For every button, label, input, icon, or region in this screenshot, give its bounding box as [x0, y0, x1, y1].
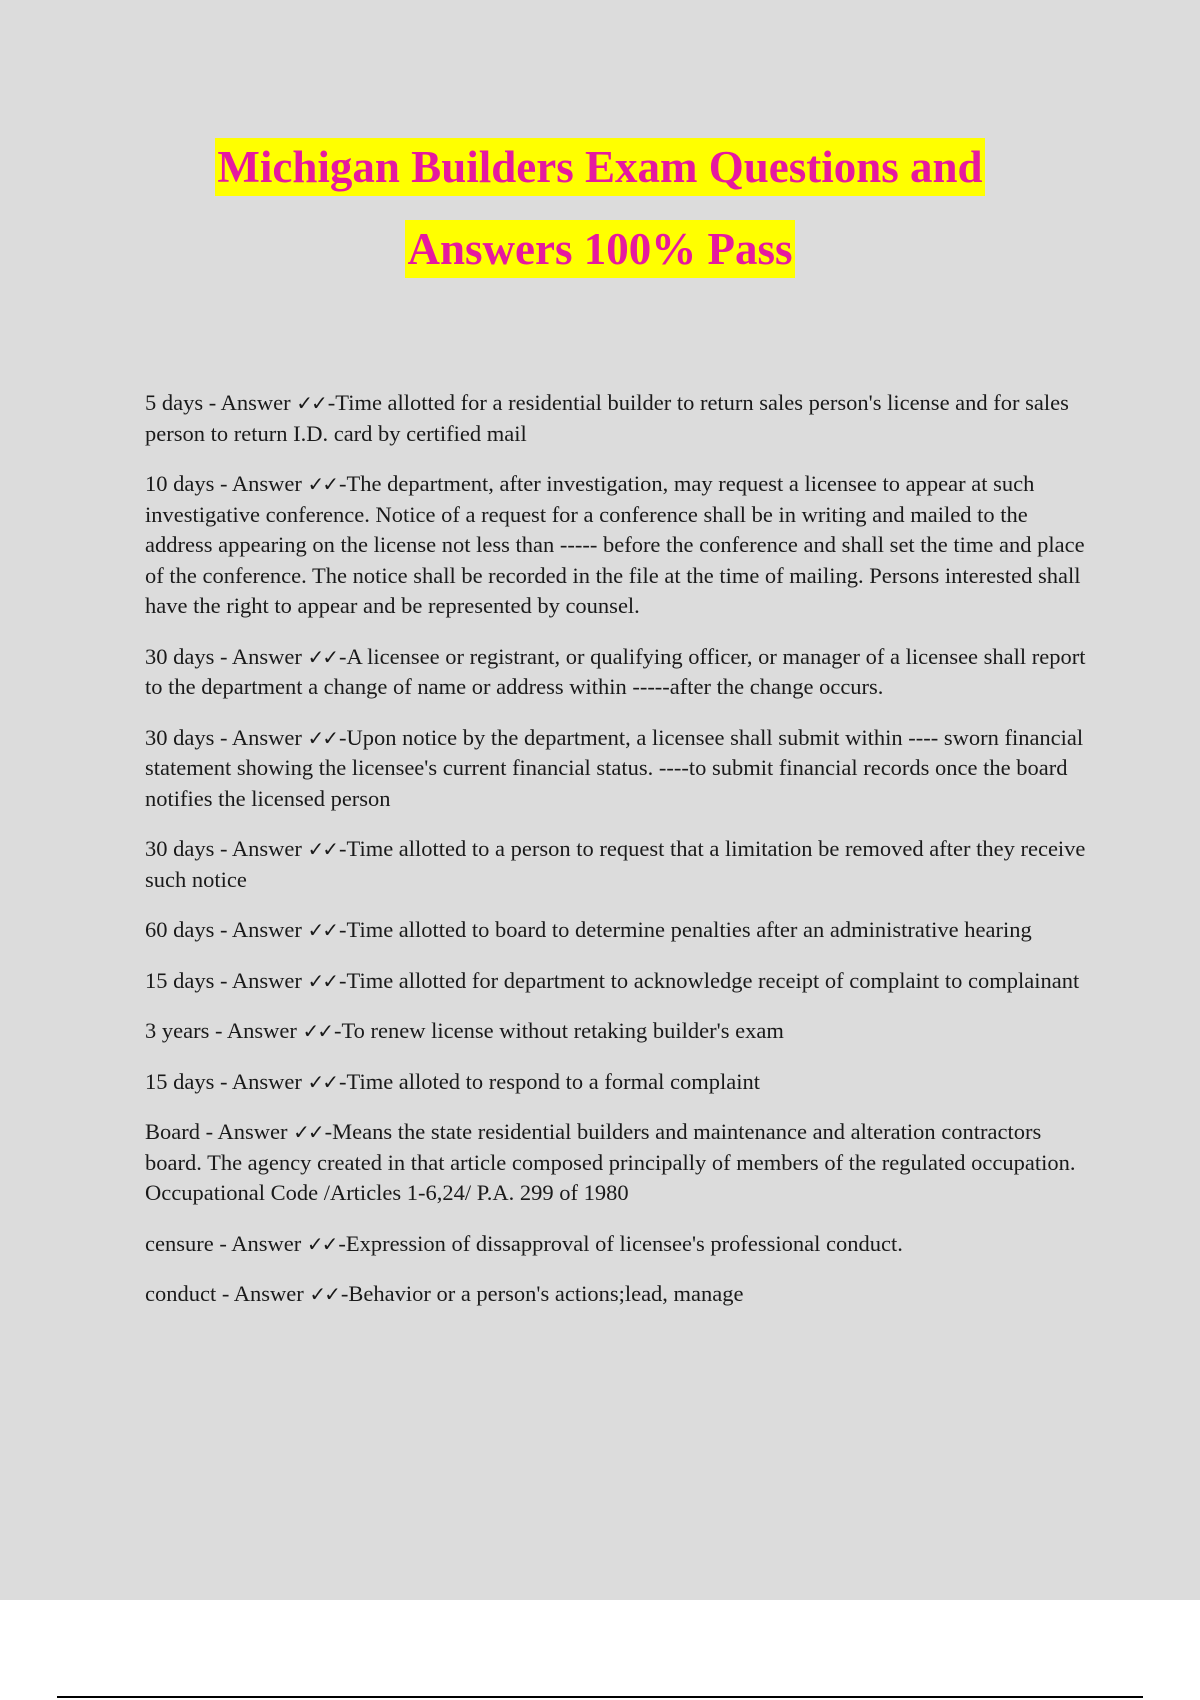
double-check-icon: ✓✓ [293, 1120, 323, 1144]
qa-term: 30 days - Answer [145, 836, 308, 861]
qa-term: 30 days - Answer [145, 643, 308, 669]
qa-term: 3 years - Answer [145, 1018, 303, 1043]
double-check-icon: ✓✓ [307, 968, 337, 993]
qa-definition: -Expression of dissapproval of licensee's professional conduct. [338, 1230, 903, 1256]
qa-term: conduct - Answer [145, 1281, 310, 1306]
title-line-2: Answers 100% Pass [405, 220, 794, 278]
qa-term: 60 days - Answer [145, 917, 308, 942]
qa-item [145, 723, 1090, 815]
qa-item [145, 642, 1090, 703]
double-check-icon: ✓✓ [309, 1282, 339, 1306]
qa-definition: -Time allotted to a person to request that a limitation be removed after they receive such notice [145, 836, 1086, 892]
qa-term: Board - Answer [145, 1119, 294, 1144]
qa-definition: -A licensee or registrant, or qualifying officer, or manager of a licensee shall report to the department a change of name or address within -----after the change occurs. [145, 643, 1086, 699]
double-check-icon: ✓✓ [296, 391, 326, 415]
qa-term: 10 days - Answer [145, 471, 308, 496]
qa-item [145, 1279, 1090, 1310]
qa-term: 30 days - Answer [145, 724, 308, 750]
qa-item [145, 834, 1090, 895]
double-check-icon: ✓✓ [307, 472, 337, 496]
qa-list [145, 388, 1090, 1330]
double-check-icon: ✓✓ [306, 1231, 337, 1256]
qa-term: 15 days - Answer [145, 1068, 308, 1094]
page-title [0, 138, 1200, 278]
page-divider [57, 1696, 1143, 1698]
qa-definition: -Means the state residential builders and maintenance and alteration contractors board. The agency created in that article composed principally of members of the regulated occupation. Occupational Code /Articles 1-6,24/ P.A. 299 of 1980 [145, 1119, 1076, 1205]
qa-definition: -Time allotted to board to determine penalties after an administrative hearing [339, 917, 1032, 942]
qa-item [145, 388, 1090, 449]
qa-term: censure - Answer [145, 1230, 307, 1256]
qa-item [145, 1117, 1090, 1209]
qa-item [145, 966, 1090, 997]
qa-definition: -The department, after investigation, may request a licensee to appear at such investigative conference. Notice of a request for a conference shall be in writing and mailed to the address appearing on the license not less than ----- before the conference and shall set the time and place of the conference. The notice shall be recorded in the file at the time of mailing. Persons interested shall have the right to appear and be represented by counsel. [145, 471, 1085, 618]
double-check-icon: ✓✓ [307, 725, 337, 750]
qa-definition: -Behavior or a person's actions;lead, manage [340, 1281, 744, 1306]
double-check-icon: ✓✓ [307, 1069, 337, 1094]
title-line-1: Michigan Builders Exam Questions and [215, 138, 984, 196]
qa-definition: -To renew license without retaking builder's exam [333, 1018, 784, 1043]
qa-term: 5 days - Answer [145, 390, 297, 415]
double-check-icon: ✓✓ [307, 644, 337, 669]
qa-item [145, 915, 1090, 946]
qa-definition: -Upon notice by the department, a licensee shall submit within ---- sworn financial statement showing the licensee's current financial status. ----to submit financial records once the board notifies the licensed person [145, 724, 1084, 811]
qa-item [145, 1016, 1090, 1047]
qa-definition: -Time allotted for department to acknowledge receipt of complaint to complainant [339, 967, 1080, 993]
qa-definition: -Time alloted to respond to a formal complaint [339, 1068, 760, 1094]
qa-item [145, 1229, 1090, 1260]
qa-item [145, 1067, 1090, 1098]
double-check-icon: ✓✓ [307, 837, 337, 861]
double-check-icon: ✓✓ [307, 918, 337, 942]
qa-term: 15 days - Answer [145, 967, 308, 993]
double-check-icon: ✓✓ [302, 1019, 332, 1043]
qa-definition: -Time allotted for a residential builder to return sales person's license and for sales person to return I.D. card by certified mail [145, 390, 1069, 446]
qa-item [145, 469, 1090, 622]
